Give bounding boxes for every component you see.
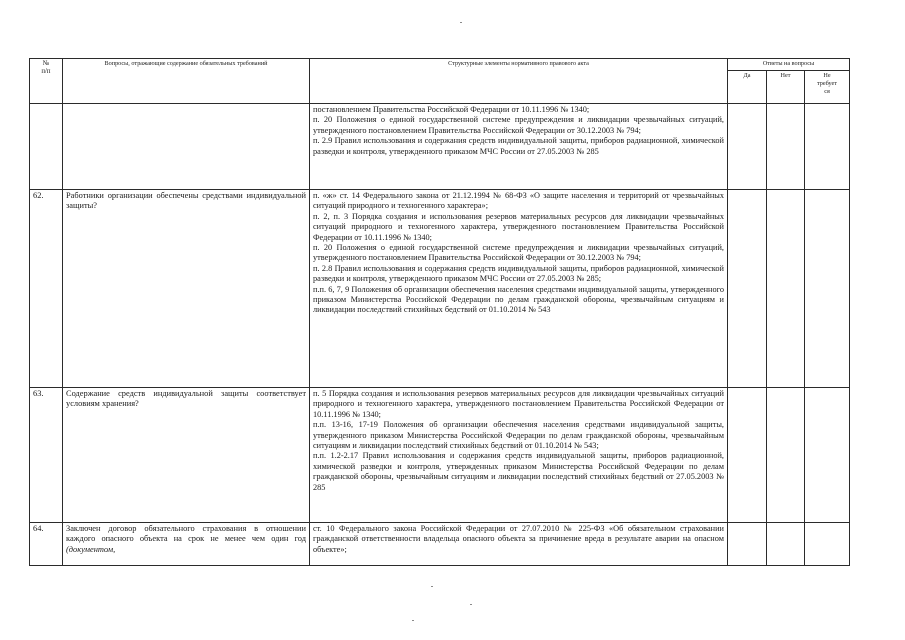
table-row — [30, 388, 850, 523]
row-norms — [310, 190, 728, 388]
norm-item: п. 2.9 Правил использования и содержания средств индивидуальной защиты, приборов радиационной, химической разведки и контроля, утвержденного приказом МЧС России от 27.05.2003 № 285 — [313, 136, 724, 156]
header-row — [30, 59, 850, 71]
header-question: Вопросы, отражающие содержание обязательных требований — [63, 59, 310, 104]
header-number: № п/п — [30, 59, 63, 104]
scan-speck — [460, 22, 462, 23]
norm-item: п. 2, п. 3 Порядка создания и использования резервов материальных ресурсов для ликвидации чрезвычайных ситуаций природного и техногенного характера, утвержденного постановлением Правительства Российской Федерации от 10.11.1996 № 1340; — [313, 211, 724, 242]
norm-item: п. 20 Положения о единой государственной системе предупреждения и ликвидации чрезвычайных ситуаций, утвержденного постановлением Правительства Российской Федерации от 30.12.2003 № 794; — [313, 115, 724, 135]
row-question — [63, 523, 310, 566]
norm-item: п. 20 Положения о единой государственной системе предупреждения и ликвидации чрезвычайных ситуаций, утвержденного постановлением Правительства Российской Федерации от 30.12.2003 № 794; — [313, 243, 724, 263]
table-row — [30, 523, 850, 566]
answer-not-required-cell[interactable] — [805, 104, 850, 190]
norm-item: ст. 10 Федерального закона Российской Федерации от 27.07.2010 № 225-ФЗ «Об обязательном страховании гражданской ответственности владельца опасного объекта за причинение вреда в результате аварии на опасном объекте»; — [313, 524, 724, 554]
row-norms — [310, 388, 728, 523]
norm-item: п. 2.8 Правил использования и содержания средств индивидуальной защиты, приборов радиационной, химической разведки и контроля, утвержденного приказом МЧС России от 27.05.2003 № 285; — [313, 263, 724, 284]
scan-speck — [470, 604, 472, 605]
answer-no-cell[interactable] — [767, 190, 805, 388]
answer-no-cell[interactable] — [767, 388, 805, 523]
answer-not-required-cell[interactable] — [805, 388, 850, 523]
answer-yes-cell[interactable] — [728, 388, 767, 523]
norm-item: п.п. 13-16, 17-19 Положения об организации обеспечения населения средствами индивидуальной защиты, утвержденного приказом Министерства Российской Федерации по делам гражданской обороны, чрезвычайным ситуациям и ликвидации последствий стихийных бедствий от 01.10.2014 № 543; — [313, 420, 724, 451]
row-norms — [310, 523, 728, 566]
table-row — [30, 104, 850, 190]
requirements-table — [29, 58, 850, 566]
row-question — [63, 104, 310, 190]
answer-yes-cell[interactable] — [728, 523, 767, 566]
answer-not-required-cell[interactable] — [805, 190, 850, 388]
table-row — [30, 190, 850, 388]
row-question-italic: (документом, — [66, 544, 116, 554]
scan-speck — [431, 586, 433, 587]
answer-yes-cell[interactable] — [728, 190, 767, 388]
header-no: Нет — [767, 71, 805, 104]
row-question: Работники организации обеспечены средствами индивидуальной защиты? — [63, 190, 310, 388]
norm-item: п.п. 6, 7, 9 Положения об организации обеспечения населения средствами индивидуальной защиты, утвержденного приказом Министерства Российской Федерации по делам гражданской обороны, чрезвычайным ситуациям и ликвидации последствий стихийных бедствий от 01.10.2014 № 543 — [313, 284, 724, 315]
header-norms: Структурные элементы нормативного правового акта — [310, 59, 728, 104]
answer-no-cell[interactable] — [767, 523, 805, 566]
row-norms — [310, 104, 728, 190]
scan-speck — [412, 620, 414, 621]
row-question: Содержание средств индивидуальной защиты соответствует условиям хранения? — [63, 388, 310, 523]
header-not-required: Не требует ся — [805, 71, 850, 104]
answer-not-required-cell[interactable] — [805, 523, 850, 566]
norm-item: п. 5 Порядка создания и использования резервов материальных ресурсов для ликвидации чрезвычайных ситуаций природного и техногенного характера, утвержденного постановлением Правительства Российской Федерации от 10.11.1996 № 1340; — [313, 389, 724, 419]
norm-item: п. «ж» ст. 14 Федерального закона от 21.12.1994 № 68-ФЗ «О защите населения и территорий от чрезвычайных ситуаций природного и техногенного характера»; — [313, 191, 724, 211]
header-yes: Да — [728, 71, 767, 104]
row-number — [30, 104, 63, 190]
answer-yes-cell[interactable] — [728, 104, 767, 190]
norm-item: постановлением Правительства Российской Федерации от 10.11.1996 № 1340; — [313, 105, 590, 114]
header-answers: Ответы на вопросы — [728, 59, 850, 71]
answer-no-cell[interactable] — [767, 104, 805, 190]
row-number: 64. — [30, 523, 63, 566]
norm-item: п.п. 1.2-2.17 Правил использования и содержания средств индивидуальной защиты, приборов радиационной, химической разведки и контроля, утвержденных приказом Министерства Российской Федерации по делам гражданской обороны, чрезвычайным ситуациям и ликвидации последствий стихийных бедствий от 27.05.2003 № 285 — [313, 451, 724, 492]
row-question-text: Заключен договор обязательного страхования в отношении каждого опасного объекта на срок не менее чем один год — [66, 524, 306, 544]
row-number: 63. — [30, 388, 63, 523]
row-number: 62. — [30, 190, 63, 388]
